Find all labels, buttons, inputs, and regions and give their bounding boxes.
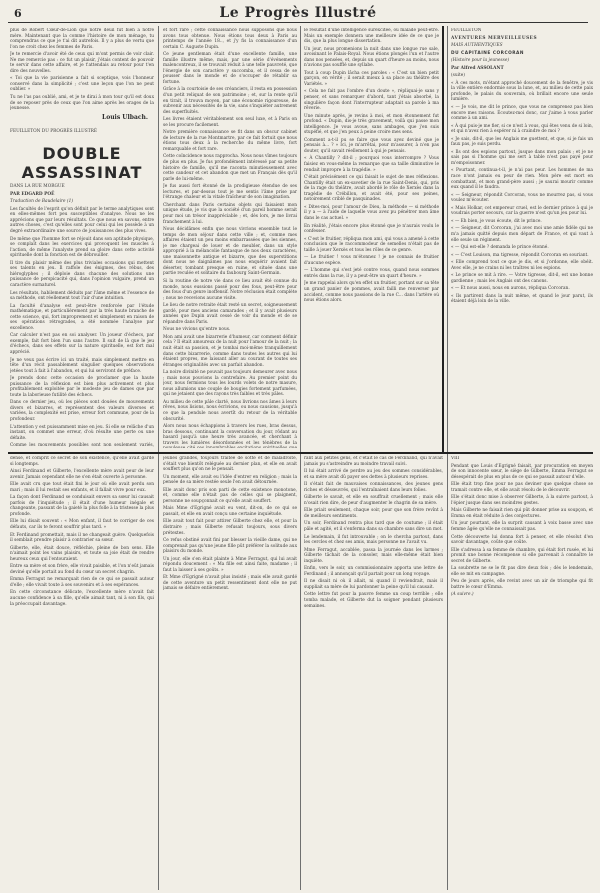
paragraph: « — Eh bien, je vous écoute, dit le prince. — [451, 218, 542, 224]
paragraph: « À qui puis-je me fier, si ce n'est à vous, qui êtes venu de si loin, et qui n'avez rien à espérer ni à craindre de moi ? — [451, 123, 593, 135]
paragraph: Entre sa mère et son frère, elle vivait paisible, et l'on n'eût jamais deviné qu'elle portait au fond du cœur un secret chagrin. — [10, 564, 154, 575]
paragraph: Elle s'était donc mise à observer Gilberte, à la suivre partout, à l'épier jusque dans ses moindres gestes. — [451, 495, 593, 506]
paragraph: « Ils ont des espions partout, jusque dans mon palais ; et je ne sais pas si l'homme qui me sert à table n'est pas payé pour m'empoisonner. — [451, 149, 593, 166]
paragraph: Il lui était arrivé de perdre au jeu des sommes considérables, et sa mère avait dû payer ses dettes à plusieurs reprises. — [304, 469, 443, 480]
paragraph: Gilberte, elle, était douce, réfléchie, pleine de bon sens. Elle n'aimait point les vains plaisirs, et toute sa joie était de rendre heureux ceux qui l'entouraient. — [10, 545, 154, 562]
top-middle-column — [163, 28, 297, 448]
paragraph: Peu de jours après, elle revint avec un air de triomphe qui fit battre le cœur d'Emma. — [451, 579, 593, 590]
paragraph: Les livres étaient véritablement son seul luxe, et à Paris on se les procure facilement. — [163, 117, 297, 128]
masthead-title: Le Progrès Illustré — [219, 5, 377, 21]
paragraph: Nous décidâmes enfin que nous vivrions ensemble tout le temps de mon séjour dans cette ville ; et, comme mes affaires étaient un peu moins embarrassées que les siennes, je me chargeai de louer et de meubler, dans un style approprié à la mélancolie fantasque de nos deux caractères, une maisonnette antique et bizarre, que des superstitions dont nous ne daignâmes pas nous enquérir avaient fait déserter, tombant presque en ruine, et située dans une partie reculée et solitaire du faubourg Saint-Germain. — [163, 227, 297, 277]
paragraph: rant aux petites gens, et c'était le cas de Ferdinand, qui n'avait jamais pu s'astreindre au moindre travail suivi. — [304, 456, 443, 467]
serial-kicker: AVENTURES MERVEILLEUSES — [451, 35, 538, 41]
paragraph: Les facultés de l'esprit qu'on définit par le terme analytiques sont en elles-mêmes fort peu susceptibles d'analyse. Nous ne les apprécions que par leurs résultats. Ce que nous en savons, entre autres choses, c'est qu'elles sont pour celui qui les possède à un degré extraordinaire une source de jouissances des plus vives. — [10, 206, 154, 235]
paragraph: jeunes grandes, toujours traitée de sotte et de maladroite, s'était vue bientôt reléguée au dernier plan, et elle en avait souffert plus qu'on ne le pensait. — [163, 456, 297, 473]
paragraph: Je me rappelai alors qu'en effet un fruitier, portant sur sa tête un grand panier de pommes, avait failli me renverser par accident, comme nous passions de la rue C... dans l'artère où nous étions alors. — [304, 281, 439, 304]
paragraph: « Cela ne fait pas l'ombre d'un doute », répliquai-je sans y penser, et sans remarquer d'abord, tant j'étais absorbé, la singulière façon dont l'interrupteur adaptait sa parole à ma rêverie. — [304, 89, 439, 112]
page-header — [8, 4, 588, 23]
paragraph: Au milieu de cette pâle clarté, nous livrions nos âmes à leurs rêves, nous lisions, nous écrivions, ou nous causions, jusqu'à ce que la pendule nous avertît du retour de la véritable obscurité. — [163, 399, 297, 422]
paragraph: « — Qui est-elle ? demanda le prince étonné. — [451, 245, 549, 251]
paragraph: Si la routine de notre vie dans ce lieu avait été connue du monde, nous eussions passé pour des fous, peut-être pour des fous d'un genre inoffensif. Notre réclusion était complète ; nous ne recevions aucune visite. — [163, 278, 297, 301]
paragraph: dense, et comprit ce secret de son existence, qu'elle avait gardé si longtemps. — [10, 456, 154, 467]
paragraph: « — Et nous aussi, nous en aurons, répliqua Corcoran. — [451, 286, 570, 292]
paragraph: Cette découverte lui donna fort à penser, et elle résolut d'en savoir davantage, coûte que coûte. — [451, 534, 593, 546]
paragraph: Gilberte le savait, et elle en souffrait cruellement ; mais elle n'osait rien dire, de peur d'augmenter le chagrin de sa mère. — [304, 495, 443, 506]
paragraph: Elle avait cru que tout était fini le jour où elle avait perdu son mari ; mais il lui restait ses enfants, et il fallait vivre pour eux. — [10, 482, 154, 493]
to-be-continued: (A suivre.) — [451, 592, 474, 598]
paragraph: L'attention y est puissamment mise en jeu. Si elle se relâche d'un instant, on commet une erreur, d'où résulte une perte ou une défaite. — [10, 424, 154, 441]
paragraph: « Dites-moi, pour l'amour de Dieu, la méthode — si méthode il y a — à l'aide de laquelle vous avez pu pénétrer mon âme dans le cas actuel. » — [304, 204, 439, 221]
paragraph: Elle priait seulement, chaque soir, pour que son frère revînt à de meilleurs sentiments. — [304, 508, 443, 519]
paragraph: Grâce à la courtoisie de ses créanciers, il resta en possession d'un petit reliquat de son patrimoine ; et, sur la rente qu'il en tirait, il trouva moyen, par une économie rigoureuse, de subvenir aux nécessités de la vie, sans s'inquiéter autrement des superfluités. — [163, 87, 297, 115]
paragraph: Un jour, nous promenions la nuit dans une longue rue sale, avoisinant le Palais-Royal. Nous étions plongés l'un et l'autre dans nos pensées, et, depuis un quart d'heure au moins, nous n'avions pas soufflé une syllabe. — [304, 46, 439, 69]
paragraph: Mme Ferragut, accablée, passa la journée dans les larmes ; Gilberte tâchait de la consoler, mais elle-même était bien inquiète. — [304, 547, 443, 564]
paragraph: Je te remercie d'avoir été de ceux qui m'ont permis de voir clair. Ne me remercie pas : ce fut un plaisir, j'étais content de pouvoir te servir dans cette affaire, et je t'attendais au retour pour t'en dire des nouvelles. — [10, 52, 154, 74]
paragraph: « — Seigneur, répondit Corcoran, vous ne mourrez pas, si vous voulez m'écouter. — [451, 192, 593, 204]
paragraph: Emma Ferragut ne remarquait rien de ce qui se passait autour d'elle ; elle vivait toute à ses souvenirs et à ses espérances. — [10, 577, 154, 588]
paragraph: Comme les mouvements possibles sont non seulement variés, — [10, 443, 154, 448]
feature-subtitle: DANS LA RUE MORGUE — [10, 184, 65, 190]
paragraph: Cette coïncidence nous rapprocha. Nous nous vîmes toujours de plus en plus. Je fus profondément intéressé par sa petite histoire de famille, qu'il me raconta minutieusement avec cette candeur et cet abandon que met un Français dès qu'il parle de lui-même. — [163, 154, 297, 182]
feuilleton-horizontal-rule — [8, 452, 593, 454]
paragraph: Un moment, elle avait eu l'idée d'entrer en religion ; mais la pensée de sa mère restée seule l'en avait détournée. — [163, 474, 297, 486]
paragraph: « Toi que la vie parisienne a fait si sceptique, vois l'honneur conservé dans la simplicité ; c'est une leçon que l'on ne peut oublier. » — [10, 76, 154, 93]
serial-body — [451, 81, 593, 305]
paragraph: Un soir, Ferdinand rentra plus tard que de coutume ; il était pâle et agité, et il s'enferma dans sa chambre sans dire un mot. — [304, 521, 443, 533]
paragraph: Le lieu de notre retraite était resté un secret, soigneusement gardé, pour mes anciens camarades ; et il y avait plusieurs années que Dupin avait cessé de voir du monde et de se répandre dans Paris. — [163, 303, 297, 325]
paragraph: Comment a-t-il pu se faire que vous ayez deviné que je pensais à... ? » Ici, je m'arrêtai, pour m'assurer, à n'en pas douter, qu'il savait réellement à qui je pensais. — [304, 137, 439, 154]
paragraph: Elle avait tout fait pour attirer Gilberte chez elle, et pour la distraire ; mais Gilberte refusait toujours, sous divers prétextes. — [163, 519, 297, 536]
paragraph: Ce jeune gentleman était d'une excellente famille, une famille illustre même, mais, par une série d'événements malencontreux, il se trouvait réduit à une telle pauvreté, que l'énergie de son caractère y succomba, et il cessa de se pousser dans le monde et de s'occuper de rétablir sa fortune. — [163, 52, 297, 85]
paragraph: « — Je vois, me dit le prince, que vous ne comprenez pas bien encore mes raisons. Écoutez-moi donc, car j'aime à vous parler comme à un ami. — [451, 105, 593, 122]
paragraph: Une minute après, je revins à moi, et mon étonnement fut profond. « Dupin, dis-je très gravement, voilà qui passe mon intelligence. Je vous avoue, sans ambages, que j'en suis stupéfié, et que j'en peux à peine croire mes sens. — [304, 113, 439, 136]
paragraph: Alors nous nous échappions à travers les rues, bras dessus, bras dessous, continuant la conversation du jour, rôdant au hasard jusqu'à une heure très avancée, et cherchant à travers les lumières désordonnées et les ténèbres de la — [163, 424, 297, 446]
paragraph: Il ne disait ni où il allait, ni quand il reviendrait, mais il suppliait sa mère de lui pardonner la peine qu'il lui causait. — [304, 579, 443, 590]
paragraph: Cherchant dans Paris certains objets qui faisaient mon unique étude, je vis que la société d'un pareil homme serait pour moi un trésor inappréciable ; et, dès lors, je me livrai franchement à lui. — [163, 202, 297, 225]
paragraph: « À Chantilly ? dit-il ; pourquoi vous interrompre ? Vous faisiez en vous-même la remarque que sa taille diminutive le rendait impropre à la tragédie. » — [304, 156, 439, 173]
feuilleton-separator-rule — [442, 26, 444, 453]
paragraph: C'était précisément ce qui faisait le sujet de mes réflexions. Chantilly était un ex-savetier de la rue Saint-Denis, qui, pris de la rage du théâtre, avait abordé le rôle de Xerxès dans la tragédie de Crébillon, et avait été, pour ses peines, notoirement criblé de pasquinades. — [304, 175, 439, 203]
paragraph: « — C'est Louison, ma tigresse, répondit Corcoran en souriant. — [451, 252, 589, 258]
page-number: 6 — [14, 7, 22, 20]
feature-translator: Traduction de Baudelaire (1) — [10, 199, 74, 205]
serial-subkicker: MAIS AUTHENTIQUES — [451, 43, 503, 49]
paragraph: et fort rare ; cette connaissance nous supposons que nous avons tous obtenue. Nous étions tous deux à Paris au printemps de l'année 18.., et j'y fis la connaissance d'un certain C. Auguste Dupin. — [163, 28, 297, 50]
serial-column — [451, 28, 593, 452]
paragraph: Pendant que Louis d'Egrigné faisait, par procuration en moyen de son innocente sœur, le siège de Gilberte, Emma Ferragut se désespérait de plus en plus de ce qui se passait autour d'elle. — [451, 463, 593, 480]
paragraph: Je fus aussi fort étonné de la prodigieuse étendue de ses lectures, et par-dessus tout je me sentis l'âme prise par l'étrange chaleur et la vitale fraîcheur de son imagination. — [163, 184, 297, 201]
author-signature: Louis Ulbach. — [101, 113, 148, 121]
chapter-heading: VIII — [451, 456, 460, 461]
paragraph: Mais Mme d'Egrigné avait eu vent, dit-on, de ce qui se passait, et elle en avait conçu une certaine inquiétude. — [163, 506, 297, 517]
paragraph: « Je sais, dit-il, que les Anglais me guettent, et que, si je fais un faux pas, je suis perdu. — [451, 136, 593, 148]
column-rule-2 — [300, 26, 301, 890]
paragraph: Elle s'adressa à sa femme de chambre, qui était fort rusée, et lui promit une bonne récompense si elle parvenait à connaître le secret de Gilberte. — [451, 547, 593, 564]
story-ending — [10, 28, 154, 112]
paragraph: Cette lettre fut pour la pauvre femme un coup terrible ; elle tomba malade, et Gilberte dut la soigner pendant plusieurs semaines. — [304, 592, 443, 609]
paragraph: Et Ferdinand promettait, mais il ne changeait guère. Quelquefois il semblait prendre plaisir à contrarier sa sœur. — [10, 532, 154, 544]
paragraph: Elle était trop fine pour ne pas deviner que quelque chose se tramait contre elle, et elle avait résolu de le découvrir. — [451, 482, 593, 493]
serial-subtitle: (Histoire pour la jeunesse) — [451, 58, 510, 64]
bottom-third-column — [304, 456, 443, 890]
paragraph: Dans ce dernier jeu, où les pièces sont douées de mouvements divers et bizarres, et représentent des valeurs diverses et variées, la complexité est prise, erreur fort commune, pour de la profondeur. — [10, 400, 154, 422]
paragraph: De même que l'homme fort se réjouit dans son aptitude physique, se complaît dans les exercices qui provoquent les muscles à l'action, de même l'analyste prend sa gloire dans cette activité spirituelle dont la fonction est de débrouiller. — [10, 236, 154, 259]
paragraph: Tout à coup Dupin lâcha ces paroles : « C'est un bien petit garçon, en vérité ; il serait mieux à sa place au théâtre des Variétés. » — [304, 70, 439, 87]
paragraph: « Mais Holkar, cet empereur cruel, est le dernier prince à qui je voudrais porter secours, car la guerre n'est qu'un jeu pour lui. — [451, 205, 593, 217]
paragraph: Il tire du plaisir même des plus triviales occasions qui mettent ses talents en jeu. Il raffole des énigmes, des rébus, des hiéroglyphes ; il déploie dans chacune des solutions une puissance de perspicacité qui, dans l'opinion vulgaire, prend un caractère surnaturel. — [10, 260, 154, 288]
paragraph: Je prends donc cette occasion de proclamer que la haute puissance de la réflexion est bien plus activement et plus profitablement exploitée par le modeste jeu de dames que par toute la laborieuse futilité des échecs. — [10, 376, 154, 398]
paragraph: — L'homme qui s'est jeté contre vous, quand nous sommes entrés dans la rue, il y a peut-être un quart d'heure. » — [304, 268, 439, 279]
paragraph: « Le prince se mit à rire. — Votre tigresse, dit-il, est une bonne gardienne ; mais les Anglais ont des canons. — [451, 273, 593, 284]
bottom-right-column — [451, 456, 593, 890]
paragraph: Mon ami avait une bizarrerie d'humeur, car comment définir cela ? Il était amoureux de la nuit pour l'amour de la nuit ; la nuit était sa passion, et je tombai moi-même tranquillement dans cette bizarrerie, comme dans toutes les autres qui lui étaient propres, me laissant aller au courant de toutes ses étranges originalités avec un parfait abandon. — [163, 334, 297, 368]
paragraph: Je ne veux pas écrire ici un traité, mais simplement mettre en tête d'un récit passablement singulier quelques observations jetées tout à fait à l'abandon, et qui lui serviront de préface. — [10, 357, 154, 374]
paragraph: En cette circonstance délicate, l'excellente mère n'avait fait aucune confidence à sa fille, qu'elle aimait tant, ni à son fils, qui la préoccupait davantage. — [10, 590, 154, 607]
paragraph: — Le fruitier ! vous m'étonnez ! je ne connais de fruitier d'aucune espèce. — [304, 255, 439, 266]
serial-part: (suite) — [451, 73, 465, 79]
paragraph: « — Seigneur, dit Corcoran, j'ai avec moi une amie fidèle qui ne m'a jamais quitté depuis mon départ de France, et qui vaut à elle seule un régiment. — [451, 226, 593, 243]
feature-title: DOUBLE ASSASSINAT — [21, 144, 143, 183]
paragraph: Elle avait donc pris son parti de cette existence monotone, et, comme elle n'était pas de celles qui se plaignent, personne ne soupçonnait ce qu'elle avait souffert. — [163, 487, 297, 504]
paragraph: Elle lui disait souvent : « Mon enfant, il faut te corriger de ces défauts, car ils te feront souffrir plus tard. » — [10, 519, 154, 531]
paragraph: Nous ne vivions qu'entre nous. — [163, 327, 231, 333]
paragraph: Un jour, elle s'en était plainte à Mme Ferragut, qui lui avait répondu doucement : « Ma fille est ainsi faite, madame ; il faut la laisser à ses goûts. » — [163, 556, 297, 573]
bottom-left-column — [10, 456, 154, 890]
bottom-middle-column — [163, 456, 297, 890]
paragraph: Ce refus obstiné avait fini par blesser la vieille dame, qui ne comprenait pas qu'une jeune fille pût préférer la solitude aux plaisirs du monde. — [163, 538, 297, 555]
top-right-column — [304, 28, 439, 448]
paragraph: Il s'était fait de mauvaises connaissances, des jeunes gens riches et désœuvrés, qui l'entraînaient dans leurs folies. — [304, 482, 443, 493]
paragraph: le résultat d'une intelligence surexcitée, ou malade peut-être. Mais un exemple donnera une meilleure idée de ce que je dis, que la plus longue dissertation. — [304, 28, 439, 45]
paragraph: Car calculer n'est pas en soi analyser. Un joueur d'échecs, par exemple, fait fort bien l'un sans l'autre. Il suit de là que le jeu d'échecs, dans ses effets sur la nature spirituelle, est fort mal apprécié. — [10, 333, 154, 355]
serial-byline: Par Alfred ASSOLANT — [451, 65, 504, 71]
paragraph: Le lendemain, il fut introuvable ; on le chercha partout, dans les cercles et chez ses amis, mais personne ne l'avait vu. — [304, 534, 443, 546]
feature-kicker: FEUILLETON DU PROGRÈS ILLUSTRÉ — [10, 128, 97, 134]
paragraph: Notre première connaissance se fit dans un obscur cabinet de lecture de la rue Montmartre, par ce fait fortuit que nous étions tous deux à la recherche du même livre, fort remarquable et fort rare. — [163, 130, 297, 152]
serial-title: DU CAPITAINE CORCORAN — [451, 50, 524, 56]
paragraph: La soubrette ne se le fit pas dire deux fois ; dès le lendemain, elle se mit en campagne. — [451, 566, 593, 577]
paragraph: plus de Robert Cœur-de-Lion que notre deuil fut bien à notre mère. Maintenant que la comme l'histoire de mon ménage, tu comprendras ce que je t'ai dit autrefois. Il y a plus de vertu que l'on ne croit chez les femmes de Paris. — [10, 28, 154, 50]
column-rule-3 — [447, 26, 448, 890]
paragraph: « Pourtant, continua-t-il, je n'ai pas peur. Les hommes de ma race n'ont jamais eu peur de rien. Mon père est mort en combattant, et mon grand-père aussi ; je saurai mourir comme eux quand il le faudra. — [451, 168, 593, 191]
feature-body — [10, 207, 154, 448]
paragraph: La faculté d'analyse est peut-être renforcée par l'étude mathématique, et particulièrement par la très haute branche de cette science, qui, fort improprement et simplement en raison de ses opérations rétrogrades, a été nommée l'analyse par excellence. — [10, 303, 154, 331]
paragraph: Mais Gilberte ne faisait rien qui pût donner prise au soupçon, et Emma en était réduite à des conjectures. — [451, 508, 593, 519]
paragraph: Et Mme d'Egrigné n'avait plus insisté ; mais elle avait gardé de cette aventure un petit ressentiment dont elle ne put jamais se défaire entièrement. — [163, 575, 297, 592]
paragraph: Tu ne l'as pas oublié, ami, et je te dirai à mon tour qu'il est doux de se reposer près de ceux que l'on aime après les orages de la jeunesse. — [10, 95, 154, 112]
paragraph: « À ces mots, m'étant approché doucement de la fenêtre, je vis la ville entière endormie sous la lune, et, au milieu de cette paix profonde, le palais du souverain, où brillait encore une seule lumière. — [451, 80, 593, 103]
paragraph: Enfin, vers le soir, un commissionnaire apporta une lettre de Ferdinand ; il annonçait qu'il partait pour un long voyage. — [304, 566, 443, 577]
paragraph: En réalité, j'étais encore plus étonné que je n'aurais voulu le confesser. — [304, 223, 439, 235]
paragraph: La façon dont Ferdinand se conduisait envers sa sœur lui causait parfois de l'inquiétude ; il était d'une humeur inégale et changeante, passant de la gaieté la plus folle à la tristesse la plus profonde. — [10, 495, 154, 517]
feature-author: PAR EDGARD POË — [10, 191, 55, 197]
column-rule-1 — [158, 26, 159, 890]
paragraph: « C'est le fruitier, répliqua mon ami, qui vous a amené à cette conclusion que le raccommodeur de semelles n'était pas de taille à jouer Xerxès et tous les rôles de ce genre. — [304, 236, 439, 253]
paragraph: Un jour pourtant, elle la surprit causant à voix basse avec une femme âgée qu'elle ne connaissait pas. — [451, 521, 593, 533]
serial-label: FEUILLETON — [451, 28, 482, 33]
paragraph: La noire divinité ne pouvait pas toujours demeurer avec nous ; mais nous pouvions la contrefaire. Au premier point du jour, nous fermions tous les lourds volets de notre masure, nous allumions une couple de bougies fortement parfumées, qui ne jetaient que des rayons très faibles et très pâles. — [163, 370, 297, 398]
paragraph: « Elle comprend tout ce que je dis, et si j'ordonne, elle obéit. Avec elle, je ne crains ni les traîtres ni les espions. — [451, 260, 593, 271]
paragraph: « Ils partirent dans la nuit même, et quand le jour parut, ils étaient déjà loin de la ville. — [451, 293, 593, 305]
top-left-column — [10, 28, 154, 448]
paragraph: Les résultats, habilement déduits par l'âme même et l'essence de sa méthode, ont réellement tout l'air d'une intuition. — [10, 290, 154, 302]
paragraph: Ainsi Ferdinand et Gilberte, l'excellente mère avait peur de leur avenir. Jamais cependant elle ne s'en était ouverte à personne. — [10, 469, 154, 480]
